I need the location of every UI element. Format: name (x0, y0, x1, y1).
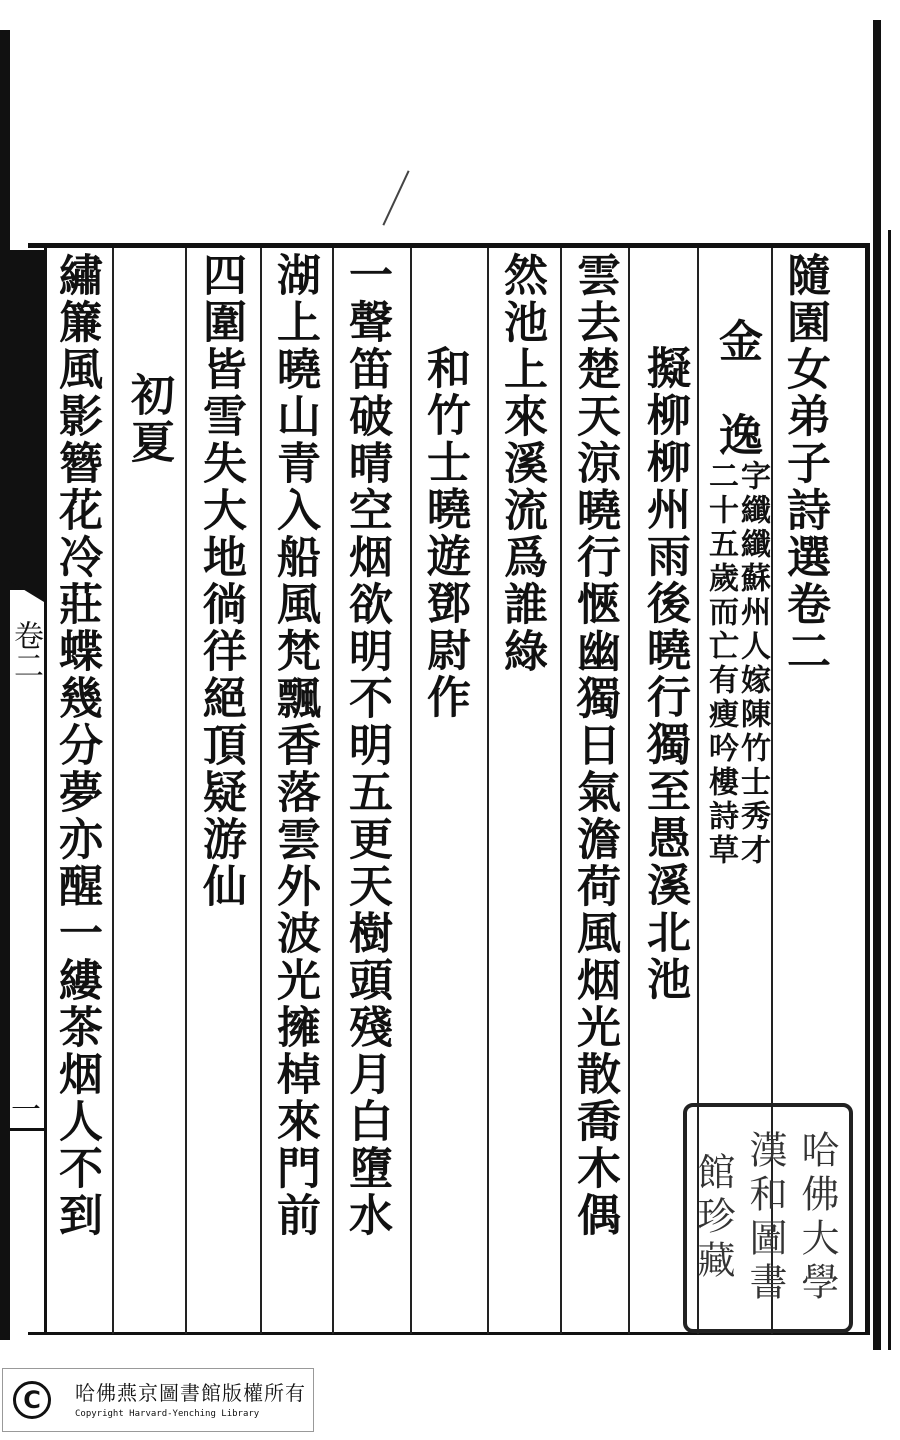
copyright-english: Copyright Harvard-Yenching Library (75, 1409, 260, 1419)
column-rule (560, 248, 562, 1334)
book-title: 隨園女弟子詩選卷二 (779, 252, 830, 675)
poem-line: 湖上曉山青入船風梵飄香落雲外波光擁棹來門前 (269, 252, 320, 1239)
pencil-mark (382, 170, 409, 225)
poem-line: 一聲笛破晴空烟欲明不明五更天樹頭殘月白墮水 (341, 252, 392, 1239)
poem-title: 擬柳柳州雨後曉行獨至愚溪北池 (639, 345, 690, 1003)
poem-line: 雲去楚天涼曉行愜幽獨日氣澹荷風烟光散喬木偶 (569, 252, 620, 1239)
fold-page-number: 一 (11, 1093, 41, 1128)
poem-line: 然池上來溪流爲誰綠 (496, 252, 547, 675)
author-surname: 金 (711, 318, 762, 365)
column-rule (185, 248, 187, 1334)
copyright-icon: C (13, 1381, 51, 1419)
page-edge-right (873, 20, 881, 1350)
author-bio-line-2: 二十五歲而亡有瘦吟樓詩草 (703, 460, 738, 868)
poem-title: 初夏 (123, 372, 174, 466)
column-rule (112, 248, 114, 1334)
fold-juan-label: 卷二 (8, 620, 43, 680)
column-rule (260, 248, 262, 1334)
column-rule (332, 248, 334, 1334)
column-rule (487, 248, 489, 1334)
fold-black-mouth (8, 250, 44, 590)
column-rule (628, 248, 630, 1334)
copyright-notice (2, 1368, 314, 1432)
seal-text: 哈佛大學漢和圖書館珍藏 (691, 1130, 839, 1306)
poem-line: 四圍皆雪失大地徜徉絕頂疑游仙 (195, 252, 246, 910)
poem-title: 和竹士曉遊鄧尉作 (419, 345, 470, 721)
poem-line: 繡簾風影簪花冷莊蝶幾分夢亦醒一縷茶烟人不到 (51, 252, 102, 1239)
page-edge-right-inner (888, 230, 891, 1350)
author-given-name: 逸 (711, 412, 762, 459)
collector-seal (683, 1103, 853, 1333)
fold-fishtail (8, 580, 44, 602)
column-rule (410, 248, 412, 1334)
fold-divider (8, 1128, 44, 1131)
author-bio-line-1: 字纖纖蘇州人嫁陳竹士秀才 (735, 460, 770, 868)
copyright-chinese: 哈佛燕京圖書館版權所有 (75, 1381, 306, 1405)
